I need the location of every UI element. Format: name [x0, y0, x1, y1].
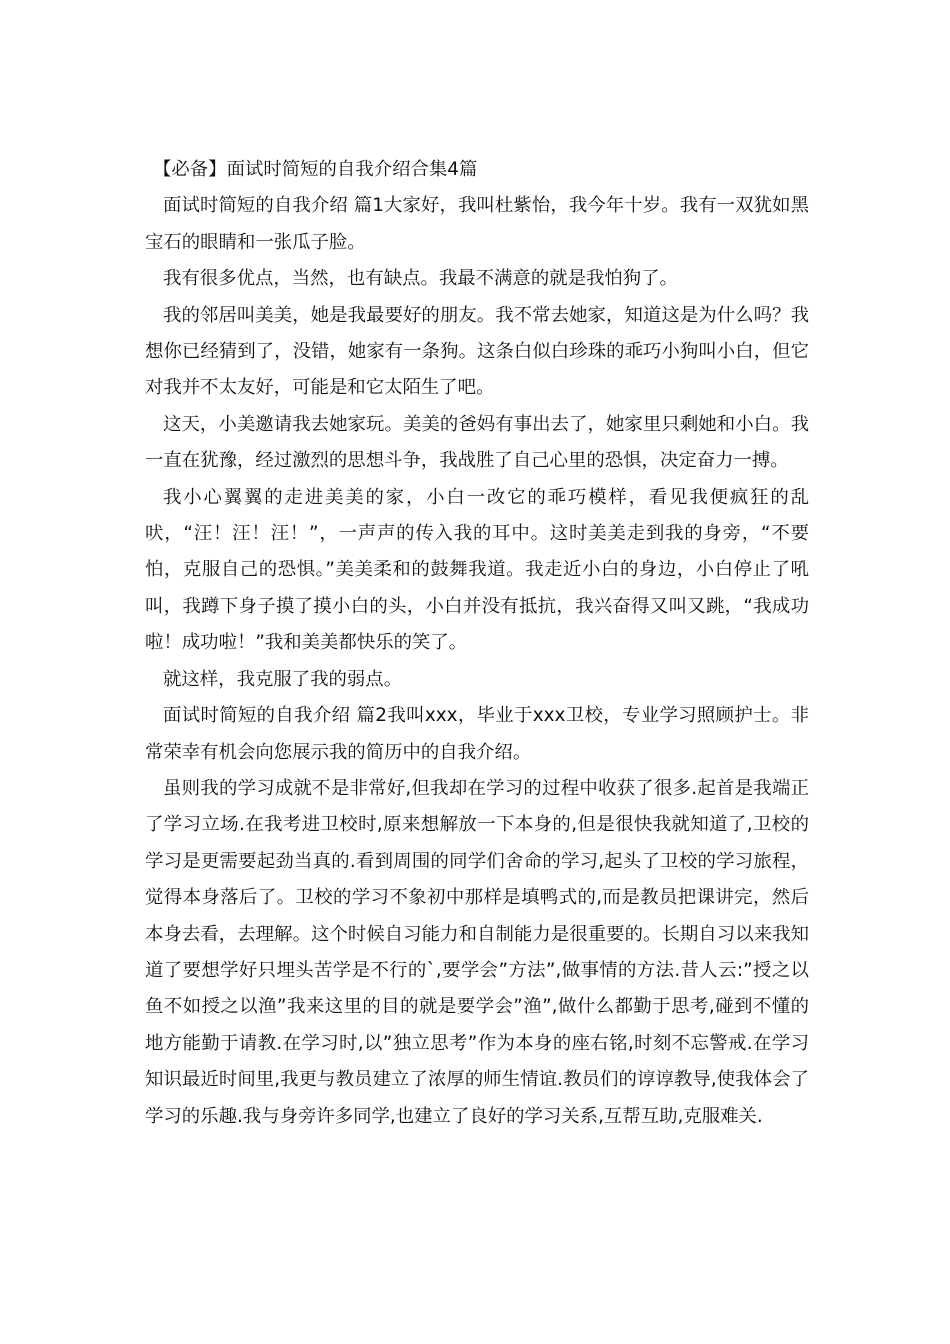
paragraph-intro: 面试时简短的自我介绍 篇1大家好，我叫杜紫怡，我今年十岁。我有一双犹如黑宝石的眼睛和一张瓜子脸。 — [145, 195, 809, 253]
paragraph-visit: 这天，小美邀请我去她家玩。美美的爸妈有事出去了，她家里只剩她和小白。我一直在犹豫，经过激烈的思想斗争，我战胜了自己心里的恐惧，决定奋力一搏。 — [145, 413, 809, 472]
document-title: 【必备】面试时简短的自我介绍合集4篇 — [153, 159, 478, 180]
paragraph-overcome: 我小心翼翼的走进美美的家，小白一改它的乖巧模样，看见我便疯狂的乱吠，“汪！汪！汪！”，一声声的传入我的耳中。这时美美走到我的身旁，“不要怕，克服自己的恐惧。”美美柔和的鼓舞我道。我走近小白的身边，小白停止了吼叫，我蹲下身子摸了摸小白的头，小白并没有抵抗，我兴奋得又叫又跳，“我成功啦！成功啦！”我和美美都快乐的笑了。 — [145, 486, 809, 654]
paragraph-neighbor: 我的邻居叫美美，她是我最要好的朋友。我不常去她家，知道这是为什么吗？我想你已经猜到了，没错，她家有一条狗。这条白似白珍珠的乖巧小狗叫小白，但它对我并不太友好，可能是和它太陌生了吧。 — [145, 304, 809, 399]
document-body — [145, 152, 809, 1135]
paragraph-fear-of-dogs: 我有很多优点，当然，也有缺点。我最不满意的就是我怕狗了。 — [163, 268, 678, 290]
paragraph-study: 虽则我的学习成就不是非常好,但我却在学习的过程中收获了很多.起首是我端正了学习立场.在我考进卫校时,原来想解放一下本身的,但是很快我就知道了,卫校的学习是更需要起劲当真的.看到周围的同学们舍命的学习,起头了卫校的学习旅程，觉得本身落后了。卫校的学习不象初中那样是填鸭式的,而是教员把课讲完，然后本身去看，去理解。这个时候自习能力和自制能力是很重要的。长期自习以来我知道了要想学好只埋头苦学是不行的`,要学会”方法”,做事情的方法.昔人云:”授之以鱼不如授之以渔”我来这里的目的就是要学会”渔”,做什么都勤于思考,碰到不懂的地方能勤于请教.在学习时,以”独立思考”作为本身的座右铭,时刻不忘警戒.在学习知识最近时间里,我更与教员建立了浓厚的师生情谊.教员们的谆谆教导,使我体会了学习的乐趣.我与身旁许多同学,也建立了良好的学习关系,互帮互助,克服难关. — [145, 777, 809, 1127]
paragraph-second-intro: 面试时简短的自我介绍 篇2我叫xxx，毕业于xxx卫校，专业学习照顾护士。非常荣幸有机会向您展示我的简历中的自我介绍。 — [145, 705, 809, 763]
paragraph-conclusion: 就这样，我克服了我的弱点。 — [163, 668, 403, 690]
